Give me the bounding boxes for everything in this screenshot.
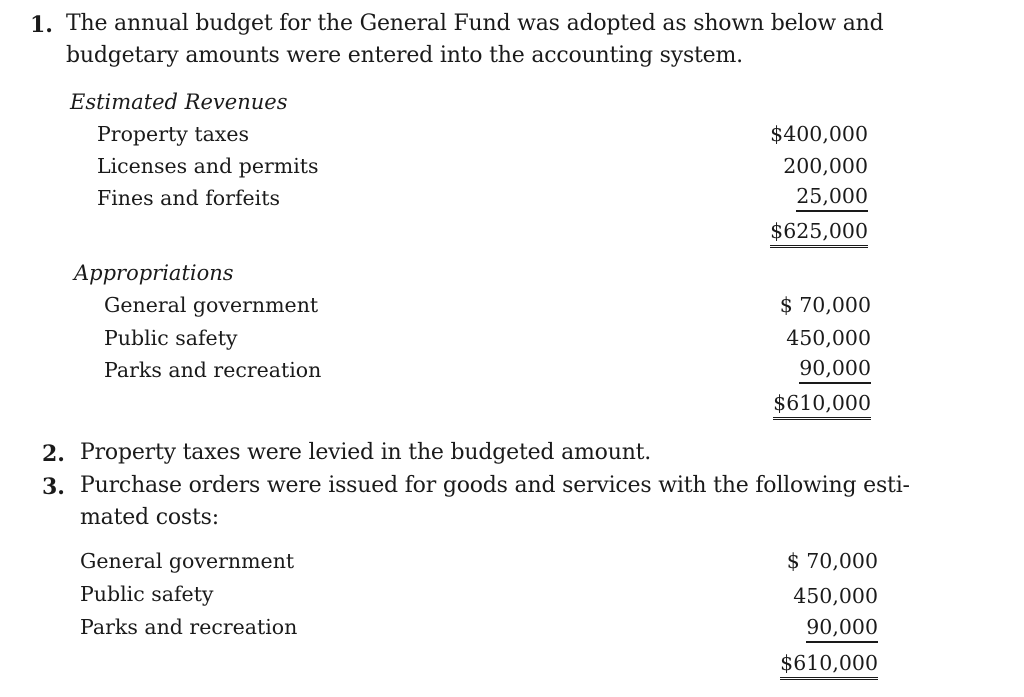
po-amount-parks-recreation-value: 90,000 <box>806 615 878 643</box>
revenue-label-fines-forfeits: Fines and forfeits <box>97 186 280 210</box>
po-label-public-safety: Public safety <box>80 582 214 606</box>
po-total <box>748 653 878 674</box>
revenue-label-property-taxes: Property taxes <box>97 122 249 146</box>
revenue-amount-fines-forfeits-value: 25,000 <box>796 184 868 212</box>
appropriation-amount-parks-recreation <box>741 358 871 379</box>
item-1-number: 1. <box>30 12 53 38</box>
item-2-number: 2. <box>42 441 65 467</box>
appropriation-amount-general-government: $ 70,000 <box>779 293 871 317</box>
item-3-line-2: mated costs: <box>80 505 219 530</box>
revenue-total <box>738 221 868 242</box>
item-3-number: 3. <box>42 474 65 500</box>
po-total-value: $610,000 <box>780 651 878 680</box>
po-label-general-government: General government <box>80 549 295 573</box>
appropriation-amount-parks-recreation-value: 90,000 <box>799 356 871 384</box>
po-amount-general-government: $ 70,000 <box>786 549 878 573</box>
item-1-line-2: budgetary amounts were entered into the accounting system. <box>66 43 743 68</box>
appropriation-total-value: $610,000 <box>773 391 871 420</box>
revenue-total-value: $625,000 <box>770 219 868 248</box>
po-amount-parks-recreation <box>748 617 878 638</box>
po-amount-public-safety: 450,000 <box>793 584 878 608</box>
appropriations-heading: Appropriations <box>74 261 234 285</box>
appropriation-label-public-safety: Public safety <box>104 326 238 350</box>
appropriation-amount-public-safety: 450,000 <box>786 326 871 350</box>
revenue-label-licenses-permits: Licenses and permits <box>97 154 319 178</box>
item-2-text: Property taxes were levied in the budgeted amount. <box>80 440 652 465</box>
appropriation-label-parks-recreation: Parks and recreation <box>104 358 322 382</box>
item-1-line-1: The annual budget for the General Fund was adopted as shown below and <box>66 11 884 36</box>
revenue-amount-licenses-permits: 200,000 <box>783 154 868 178</box>
appropriation-label-general-government: General government <box>104 293 319 317</box>
appropriation-total <box>741 393 871 414</box>
po-label-parks-recreation: Parks and recreation <box>80 615 298 639</box>
revenue-amount-property-taxes: $400,000 <box>770 122 868 146</box>
estimated-revenues-heading: Estimated Revenues <box>70 90 288 114</box>
item-3-line-1: Purchase orders were issued for goods and services with the following esti- <box>80 473 910 498</box>
revenue-amount-fines-forfeits <box>738 186 868 207</box>
